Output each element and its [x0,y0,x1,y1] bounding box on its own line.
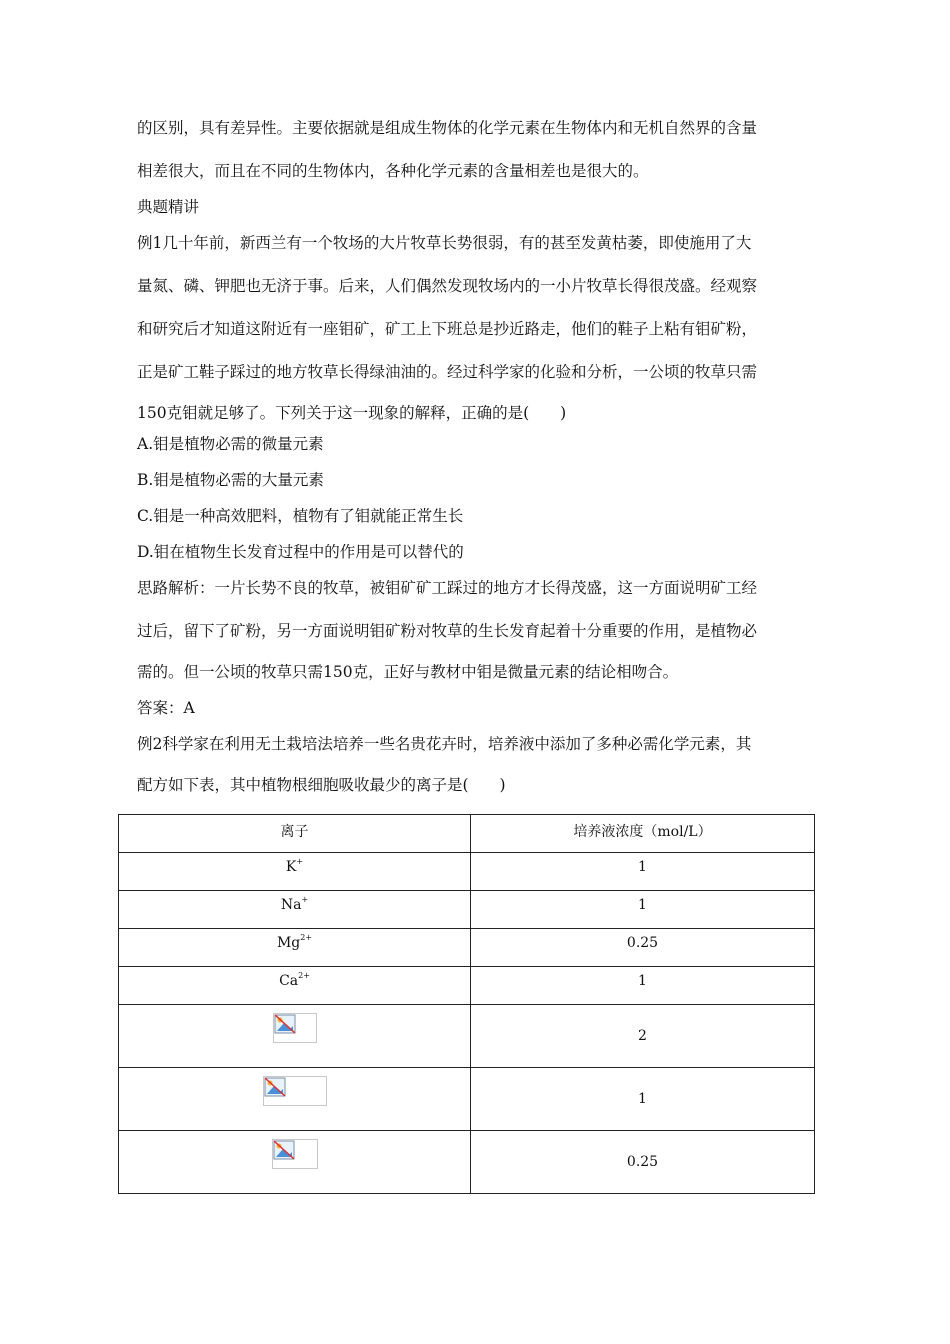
header-ion: 离子 [119,815,471,853]
table-row [119,853,815,891]
table-row [119,1005,815,1068]
ion-cell [119,929,471,967]
text-line: A.钼是植物必需的微量元素 [137,435,324,453]
concentration-cell: 2 [471,1005,815,1068]
text-line: C.钼是一种高效肥料，植物有了钼就能正常生长 [137,507,464,525]
text-line: D.钼在植物生长发育过程中的作用是可以替代的 [137,543,464,561]
text-line: 典题精讲 [137,198,200,216]
table-row [119,929,815,967]
ion-cell [119,1005,471,1068]
text-line: 例2科学家在利用无土栽培法培养一些名贵花卉时，培养液中添加了多种必需化学元素，其 [137,735,752,753]
header-concentration: 培养液浓度（mol/L） [471,815,815,853]
broken-image-icon [273,1013,317,1043]
ion-cell [119,891,471,929]
table-row [119,967,815,1005]
ion-cell [119,1131,471,1194]
ion-symbol: Ca [279,973,299,989]
text-line: 的区别，具有差异性。主要依据就是组成生物体的化学元素在生物体内和无机自然界的含量 [137,119,758,137]
text-line: 正是矿工鞋子踩过的地方牧草长得绿油油的。经过科学家的化验和分析，一公顷的牧草只需 [137,363,758,381]
ion-symbol: Na [280,897,302,913]
text-line: 和研究后才知道这附近有一座钼矿，矿工上下班总是抄近路走，他们的鞋子上粘有钼矿粉， [137,320,758,338]
nutrient-solution-table [118,814,815,1194]
table-header-row [119,815,815,853]
concentration-cell: 1 [471,853,815,891]
ion-charge: + [301,895,309,904]
broken-image-icon [272,1139,318,1169]
concentration-cell: 1 [471,1068,815,1131]
ion-charge: 2+ [298,971,310,980]
ion-cell [119,853,471,891]
ion-charge: + [296,857,304,866]
text-line: 答案：A [137,699,195,717]
concentration-cell: 1 [471,967,815,1005]
table-row [119,1131,815,1194]
table-row [119,891,815,929]
ion-cell [119,967,471,1005]
ion-cell [119,1068,471,1131]
text-line: 相差很大，而且在不同的生物体内，各种化学元素的含量相差也是很大的。 [137,162,649,180]
text-line: 量氮、磷、钾肥也无济于事。后来，人们偶然发现牧场内的一小片牧草长得很茂盛。经观察 [137,277,758,295]
text-line: 配方如下表，其中植物根细胞吸收最少的离子是( ) [137,776,506,794]
text-line: 需的。但一公顷的牧草只需150克，正好与教材中钼是微量元素的结论相吻合。 [137,663,679,681]
ion-charge: 2+ [300,933,313,942]
concentration-cell: 0.25 [471,1131,815,1194]
ion-symbol: K [285,859,297,875]
concentration-cell: 1 [471,891,815,929]
broken-image-icon [263,1076,327,1106]
table-row [119,1068,815,1131]
text-line: B.钼是植物必需的大量元素 [137,471,324,489]
text-line: 150克钼就足够了。下列关于这一现象的解释，正确的是( ) [137,404,567,422]
concentration-cell: 0.25 [471,929,815,967]
text-line: 例1几十年前，新西兰有一个牧场的大片牧草长势很弱，有的甚至发黄枯萎，即使施用了大 [137,234,752,252]
ion-symbol: Mg [276,935,301,951]
text-line: 思路解析：一片长势不良的牧草，被钼矿矿工踩过的地方才长得茂盛，这一方面说明矿工经 [137,579,758,597]
text-line: 过后，留下了矿粉，另一方面说明钼矿粉对牧草的生长发育起着十分重要的作用，是植物必 [137,622,758,640]
